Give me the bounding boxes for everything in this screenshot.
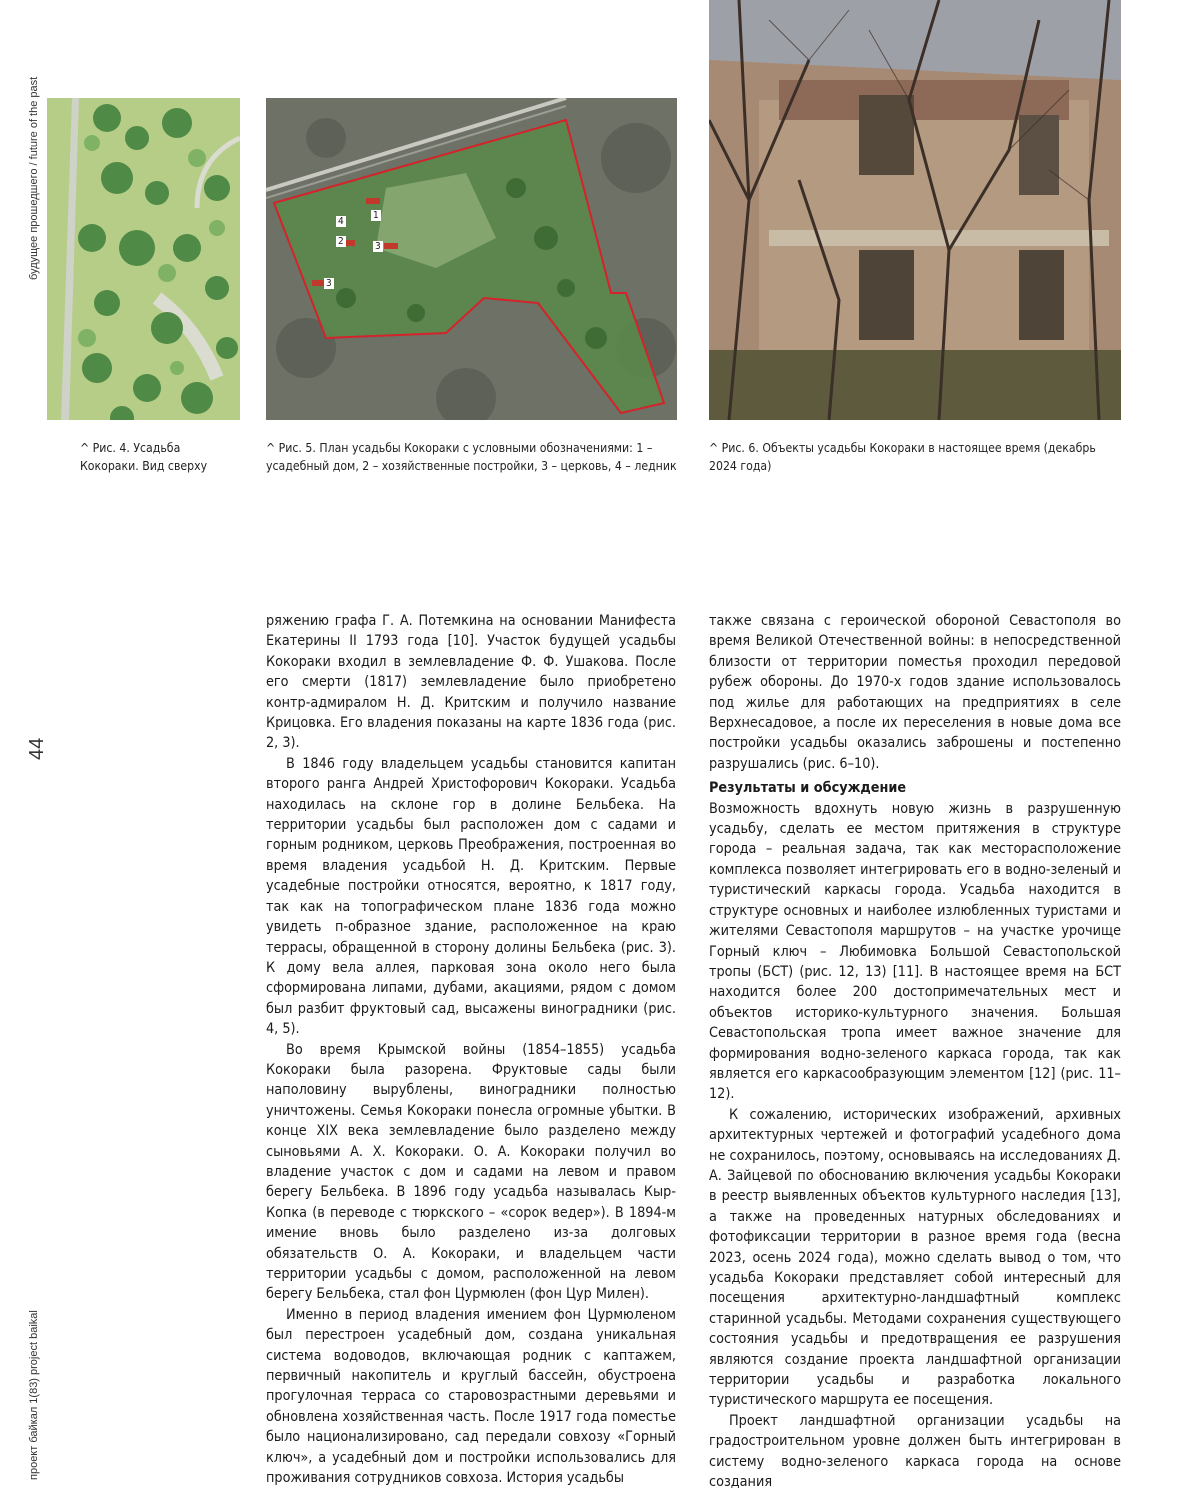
- paragraph: Возможность вдохнуть новую жизнь в разрушенную усадьбу, сделать ее местом притяжения в структуре города – реальная задача, так как месторасположение комплекса позволяет интегрировать его в водно-зеленый и туристический каркасы города. Усадьба находится в структуре основных и наиболее излюбленных туристами и жителями Севастополя маршрутов – на участке урочище Горный ключ – Любимовка Большой Севастопольской тропы (БСТ) (рис. 12, 13) [11]. В настоящее время на БСТ находится более 200 достопримечательных мест и объектов историко-культурного значения. Большая Севастопольская тропа имеет важное значение для формирования водно-зеленого каркаса города, так как является его каркасообразующим элементом [12] (рис. 11–12).: [709, 800, 1121, 1103]
- page-number: 44: [26, 737, 48, 760]
- paragraph: ряжению графа Г. А. Потемкина на основании Манифеста Екатерины II 1793 года [10]. Участок будущей усадьбы Кокораки входил в землевладение Ф. Ф. Ушакова. После его смерти (1817) землевладение было приобретено контр-адмиралом Н. Д. Критским и получило название Крицовка. Его владения показаны на карте 1836 года (рис. 2, 3).: [266, 613, 676, 752]
- site-plan-map: [266, 98, 677, 420]
- figure-4-caption: ^ Рис. 4. Усадьба Кокораки. Вид сверху: [80, 441, 208, 473]
- manor-ruins-photo: [709, 0, 1121, 420]
- plan-marker-4: 4: [338, 216, 344, 227]
- paragraph: также связана с героической обороной Севастополя во время Великой Отечественной войны: в непосредственной близости от территории поместья проходил передовой рубеж обороны. До 1970-х годов здание использовалось под жилье для работающих на предприятиях в селе Верхнесадовое, а после их переселения в новые дома все постройки усадьбы оказались заброшены и постепенно разрушались (рис. 6–10).: [709, 613, 1121, 772]
- figure-6-image: [709, 0, 1121, 420]
- journal-issue: проект байкал 1(83) project baikal: [28, 1310, 40, 1480]
- plan-marker-1: 1: [373, 210, 379, 221]
- figure-4-image: [47, 98, 240, 420]
- paragraph: Проект ландшафтной организации усадьбы на градостроительном уровне должен быть интегрирован в систему водно-зеленого каркаса города на основе создания: [709, 1412, 1121, 1491]
- figure-6-caption: ^ Рис. 6. Объекты усадьбы Кокораки в настоящее время (декабрь 2024 года): [709, 441, 1096, 473]
- figure-5-caption: ^ Рис. 5. План усадьбы Кокораки с условными обозначениями: 1 – усадебный дом, 2 – хозяйственные постройки, 3 – церковь, 4 – ледник: [266, 441, 677, 473]
- paragraph: В 1846 году владельцем усадьбы становится капитан второго ранга Андрей Христофорович Кокораки. Усадьба находилась на склоне гор в долине Бельбека. На территории усадьбы был расположен дом с садами и горным родником, церковь Преображения, построенная во время владения усадьбой Н. Д. Критским. Первые усадебные постройки относятся, вероятно, к 1817 году, так как на топографическом плане 1836 года можно увидеть п-образное здание, расположенное на краю террасы, обращенной в сторону долины Бельбека (рис. 3). К дому вела аллея, парковая зона около него была сформирована липами, дубами, акациями, рядом с домом был разбит фруктовый сад, высажены виноградники (рис. 4, 5).: [266, 755, 676, 1038]
- section-heading: Результаты и обсуждение: [709, 780, 907, 797]
- aerial-view-render: [47, 98, 240, 420]
- plan-marker-3b: 3: [326, 278, 332, 289]
- paragraph: К сожалению, исторических изображений, архивных архитектурных чертежей и фотографий усадебного дома не сохранилось, поэтому, основываясь на исследованиях Д. А. Зайцевой по обоснованию включения усадьбы Кокораки в реестр выявленных объектов культурного наследия [13], а также на проведенных натурных обследованиях и фотофиксации территории в разное время года (весна 2023, осень 2024 года), можно сделать вывод о том, что усадьба Кокораки представляет собой интересный для посещения архитектурно-ландшафтный комплекс старинной усадьбы. Методами сохранения существующего состояния усадьбы и предотвращения ее разрушения являются создание проекта ландшафтной организации территории усадьбы и разработка локального туристического маршрута ее посещения.: [709, 1106, 1121, 1409]
- text-column-left: [266, 611, 676, 1488]
- paragraph: Во время Крымской войны (1854–1855) усадьба Кокораки была разорена. Фруктовые сады были наполовину вырублены, виноградники полностью уничтожены. Семья Кокораки понесла огромные убытки. В конце XIX века землевладение было разделено между сыновьями А. Х. Кокораки. О. А. Кокораки получил во владение участок с дом и садами на левом и правом берегу Бельбека. В 1896 году усадьба называлась Кыр-Копка (в переводе с тюркского – «сорок ведер»). В 1894-м имение вновь было разделено из-за долговых обязательств О. А. Кокораки, и владельцем части территории усадьбы с домом, расположенной на левом берегу Бельбека, стал фон Цурмюлен (фон Цур Милен).: [266, 1041, 676, 1303]
- text-column-right: [709, 611, 1121, 1492]
- plan-marker-3: 3: [375, 241, 381, 252]
- journal-tagline: будущее прошедшего / future of the past: [28, 76, 40, 280]
- paragraph: Именно в период владения имением фон Цурмюленом был перестроен усадебный дом, создана уникальная система водоводов, включающая родник с каптажем, первичный накопитель и круглый бассейн, обустроена прогулочная терраса со старовозрастными деревьями и обновлена хозяйственная часть. После 1917 года поместье было национализировано, сад передали совхозу «Горный ключ», а усадебный дом и постройки использовались для проживания сотрудников совхоза. История усадьбы: [266, 1306, 676, 1487]
- plan-marker-2: 2: [338, 236, 344, 247]
- figure-5-image: [266, 98, 677, 420]
